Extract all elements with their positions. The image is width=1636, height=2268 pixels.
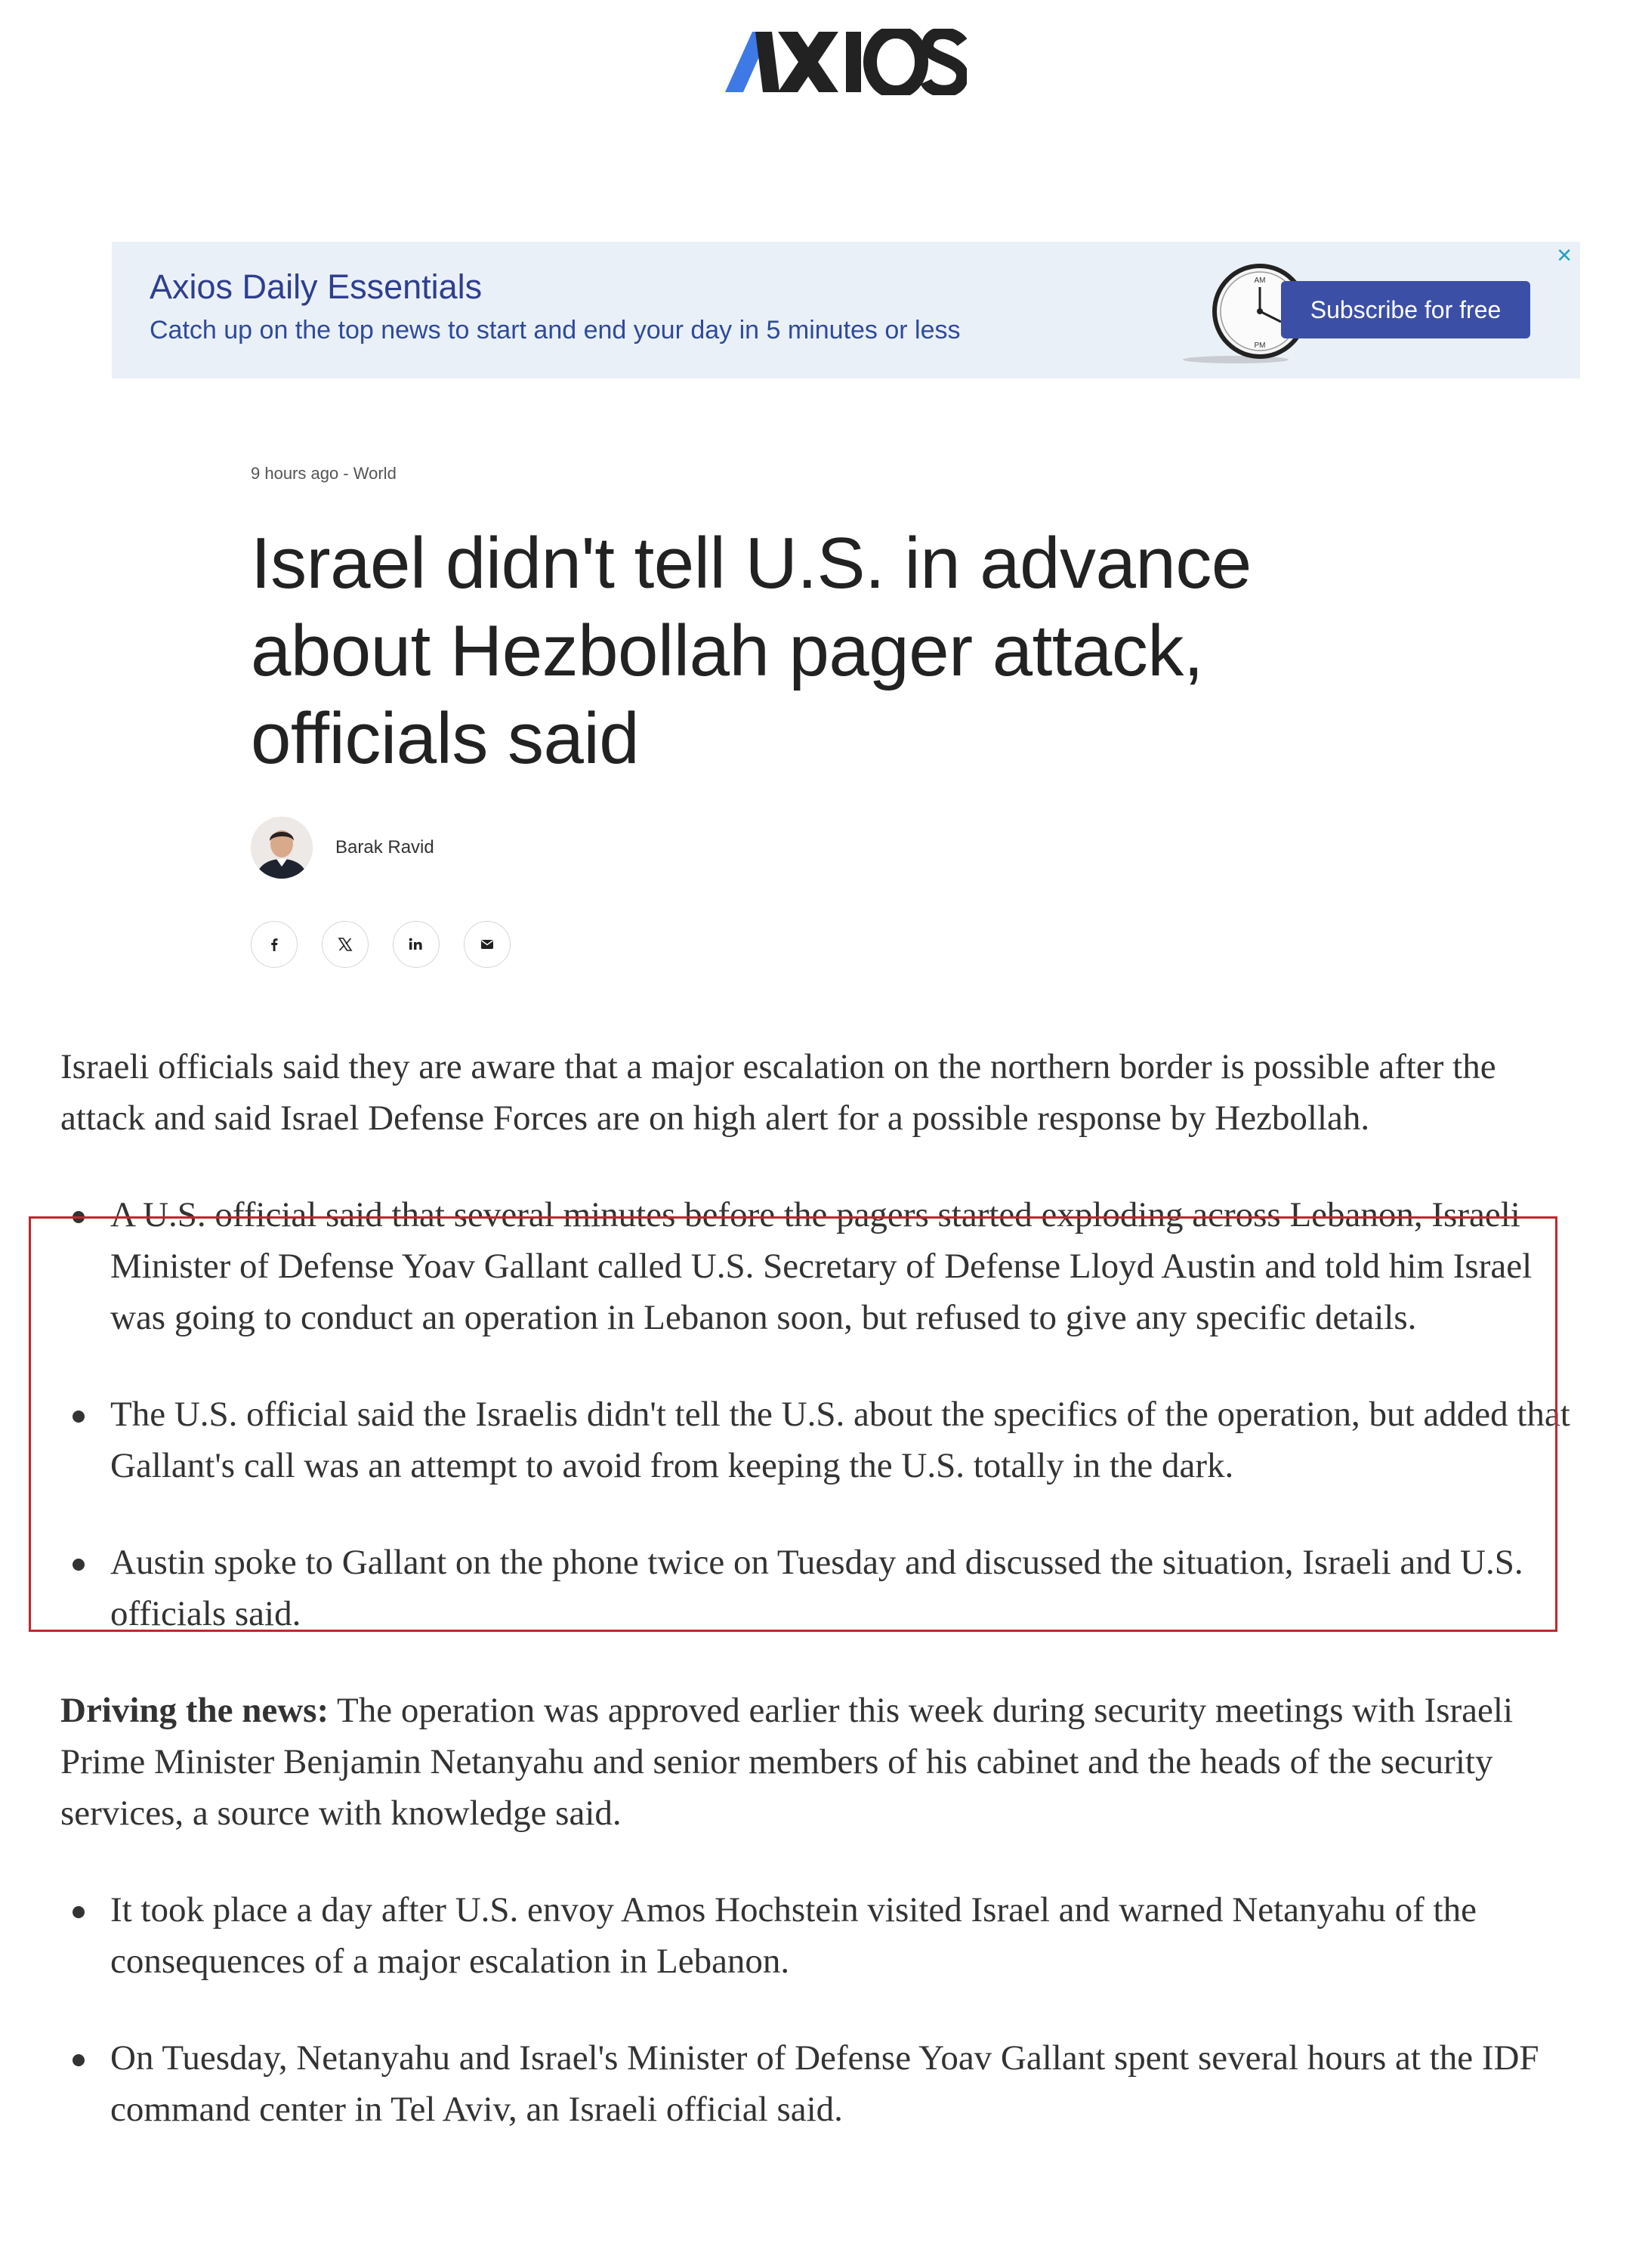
- subscribe-button[interactable]: Subscribe for free: [1281, 281, 1530, 338]
- driving-the-news-text: The operation was approved earlier this week during security meetings with Israeli Prime Minister Benjamin Netanyahu and senior members of his cabinet and the heads of the security services, a source with knowledge said.: [60, 1691, 1514, 1833]
- bullet-list: [60, 1884, 1571, 2135]
- banner-subtitle: Catch up on the top news to start and end your day in 5 minutes or less: [150, 316, 961, 345]
- email-icon: [479, 936, 495, 953]
- share-linkedin-button[interactable]: [393, 921, 440, 968]
- close-icon[interactable]: ✕: [1556, 245, 1573, 267]
- share-x-button[interactable]: [322, 921, 369, 968]
- author-name[interactable]: Barak Ravid: [335, 837, 434, 857]
- article-body: [60, 1041, 1571, 2135]
- bullet-list: [60, 1189, 1571, 1639]
- facebook-icon: [266, 936, 282, 953]
- clock-pm-label: PM: [1254, 341, 1266, 350]
- x-icon: [337, 936, 353, 953]
- list-item: Austin spoke to Gallant on the phone twice on Tuesday and discussed the situation, Israeli and U.S. officials said.: [60, 1537, 1571, 1639]
- clock-am-label: AM: [1254, 277, 1266, 285]
- list-item: A U.S. official said that several minutes before the pagers started exploding across Lebanon, Israeli Minister of Defense Yoav Gallant called U.S. Secretary of Defense Lloyd Austin and told him Israel was going to conduct an operation in Lebanon soon, but refused to give any specific details.: [60, 1189, 1571, 1343]
- article-meta: 9 hours ago - World: [251, 464, 397, 483]
- driving-the-news-paragraph: [60, 1685, 1571, 1839]
- list-item: On Tuesday, Netanyahu and Israel's Minister of Defense Yoav Gallant spent several hours at the IDF command center in Tel Aviv, an Israeli official said.: [60, 2032, 1571, 2135]
- axios-logo[interactable]: [725, 29, 967, 95]
- share-facebook-button[interactable]: [251, 921, 298, 968]
- banner-title: Axios Daily Essentials: [150, 267, 483, 306]
- site-header: [0, 0, 1636, 128]
- author-avatar[interactable]: [251, 817, 313, 879]
- promo-banner: [112, 242, 1580, 379]
- share-row: [251, 921, 511, 969]
- list-item: It took place a day after U.S. envoy Amos Hochstein visited Israel and warned Netanyahu of the consequences of a major escalation in Lebanon.: [60, 1884, 1571, 1987]
- list-item: The U.S. official said the Israelis didn't tell the U.S. about the specifics of the operation, but added that Gallant's call was an attempt to avoid from keeping the U.S. totally in the dark.: [60, 1389, 1571, 1491]
- driving-the-news-label: Driving the news:: [60, 1691, 329, 1730]
- article-paragraph: Israeli officials said they are aware that a major escalation on the northern border is possible after the attack and said Israel Defense Forces are on high alert for a possible response by Hezbollah.: [60, 1047, 1496, 1138]
- article-headline: Israel didn't tell U.S. in advance about Hezbollah pager attack, officials said: [251, 523, 1252, 779]
- linkedin-icon: [407, 936, 425, 953]
- share-email-button[interactable]: [464, 921, 511, 968]
